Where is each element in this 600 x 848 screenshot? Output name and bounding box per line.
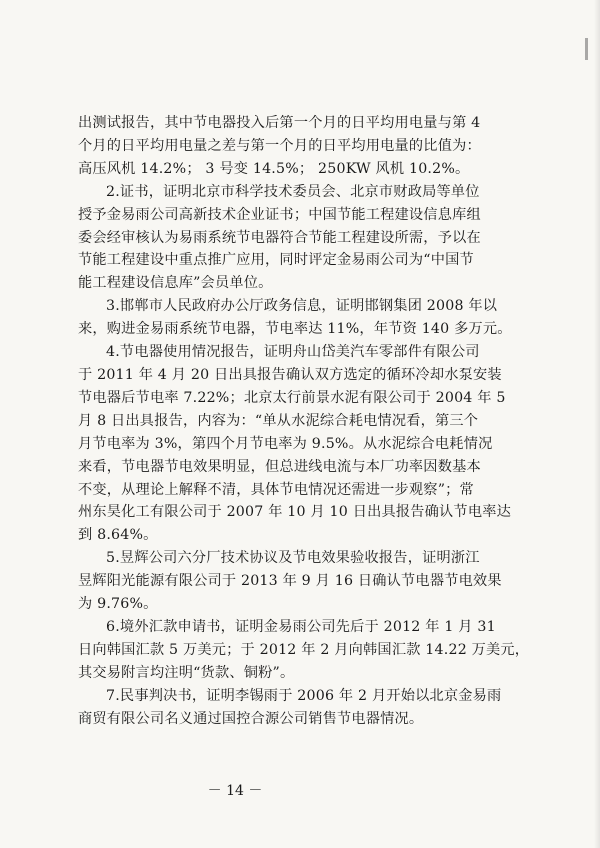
text-line: 高压风机 14.2%； 3 号变 14.5%； 250KW 风机 10.2%。 [78, 160, 470, 177]
page-number: － 14 － [207, 783, 263, 799]
text-line: 商贸有限公司名义通过国控合源公司销售节电器情况。 [78, 710, 424, 727]
text-line: 州东昊化工有限公司于 2007 年 10 月 10 日出具报告确认节电率达 [78, 504, 511, 521]
text-line: 昱辉阳光能源有限公司于 2013 年 9 月 16 日确认节电器节电效果 [78, 573, 502, 590]
paragraph-3 [78, 295, 546, 341]
text-line: 到 8.64%。 [78, 527, 158, 544]
text-line: 3.邯郸市人民政府办公厅政务信息，证明邯钢集团 2008 年以 [106, 298, 498, 315]
text-line: 其交易附言均注明“货款、铜粉”。 [78, 664, 295, 681]
text-line: 来看，节电器节电效果明显，但总进线电流与本厂功率因数基本 [78, 458, 481, 475]
text-line: 能工程建设信息库”会员单位。 [78, 275, 273, 292]
paragraph-4 [78, 341, 546, 547]
text-line: 月 8 日出具报告，内容为：“单从水泥综合耗电情况看，第三个 [78, 412, 479, 429]
text-line: 6.境外汇款申请书，证明金易雨公司先后于 2012 年 1 月 31 [106, 618, 496, 635]
text-line: 节能工程建设中重点推广应用，同时评定金易雨公司为“中国节 [78, 252, 474, 269]
paragraph-6 [78, 616, 546, 685]
text-line: 4.节电器使用情况报告，证明舟山岱美汽车零部件有限公司 [106, 344, 480, 361]
text-line: 个月的日平均用电量之差与第一个月的日平均用电量的比值为： [78, 137, 481, 154]
text-line: 日向韩国汇款 5 万美元；于 2012 年 2 月向韩国汇款 14.22 万美元， [78, 641, 530, 658]
text-line: 2.证书，证明北京市科学技术委员会、北京市财政局等单位 [106, 183, 480, 200]
paragraph-7 [78, 685, 546, 731]
text-line: 委会经审核认为易雨系统节电器符合节能工程建设所需，予以在 [78, 229, 481, 246]
text-line: 于 2011 年 4 月 20 日出具报告确认双方选定的循环冷却水泵安装 [78, 366, 502, 383]
text-line: 节电器后节电率 7.22%；北京太行前景水泥有限公司于 2004 年 5 [78, 389, 506, 406]
paragraph-1 [78, 112, 546, 181]
text-line: 来，购进金易雨系统节电器，节电率达 11%，年节资 140 多万元。 [78, 321, 512, 338]
page-footer [0, 780, 600, 800]
scan-mark [585, 38, 588, 60]
text-line: 出测试报告，其中节电器投入后第一个月的日平均用电量与第 4 [78, 115, 481, 131]
text-line: 授予金易雨公司高新技术企业证书；中国节能工程建设信息库组 [78, 206, 481, 223]
text-line: 7.民事判决书，证明李锡雨于 2006 年 2 月开始以北京金易雨 [106, 687, 502, 704]
text-line: 为 9.76%。 [78, 596, 158, 613]
text-line: 不变，从理论上解释不清，具体节电情况还需进一步观察”；常 [78, 481, 474, 498]
paragraph-5 [78, 547, 546, 616]
scan-shadow-edge [594, 0, 600, 848]
text-line: 5.昱辉公司六分厂技术协议及节电效果验收报告，证明浙江 [106, 550, 480, 567]
text-line: 月节电率为 3%，第四个月节电率为 9.5%。从水泥综合电耗情况 [78, 435, 493, 452]
paragraph-2 [78, 181, 546, 296]
document-body [78, 112, 546, 730]
